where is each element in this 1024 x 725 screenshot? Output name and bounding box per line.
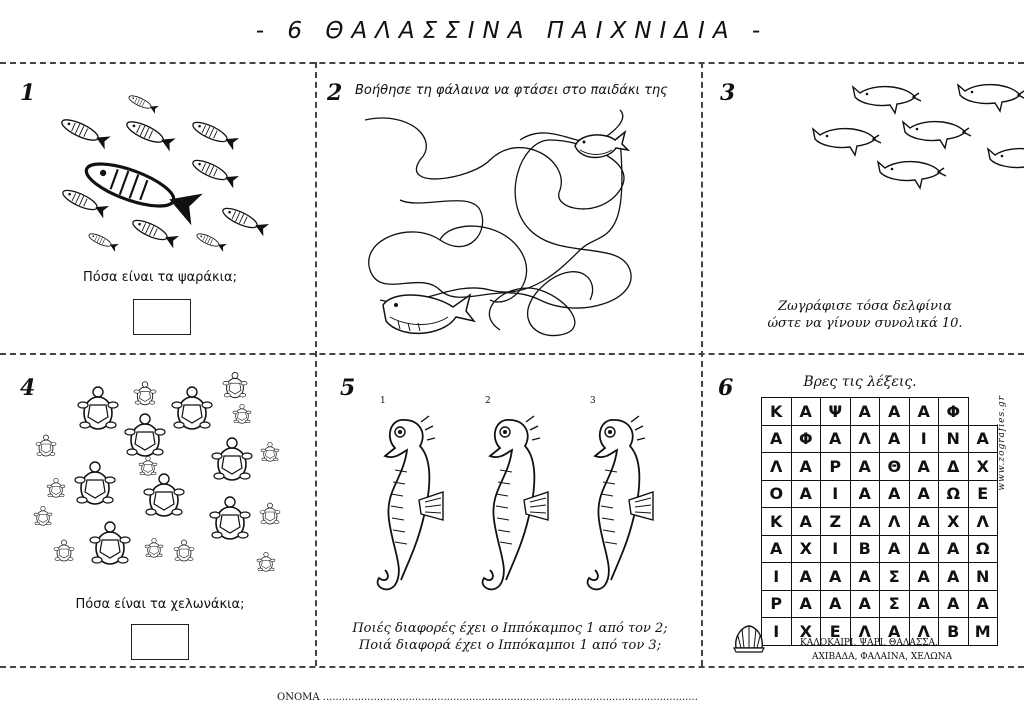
grid-cell[interactable]: Θ xyxy=(880,453,910,481)
wordsearch-heading: Βρες τις λέξεις. xyxy=(803,374,917,390)
grid-cell[interactable]: Ο xyxy=(762,480,792,508)
grid-cell[interactable]: Α xyxy=(791,453,821,481)
grid-cell[interactable]: Α xyxy=(850,453,880,481)
grid-cell[interactable]: Λ xyxy=(850,425,880,453)
seahorse-question-line2: Ποιά διαφορά έχει ο Ιππόκαμποι 1 από τον 3; xyxy=(358,638,662,653)
grid-cell[interactable]: Α xyxy=(791,480,821,508)
fish-answer-box[interactable] xyxy=(133,299,191,335)
turtles-illustration xyxy=(30,368,300,578)
seahorse-question-line1: Ποιές διαφορές έχει ο Ιππόκαμπος 1 από τον 2; xyxy=(352,621,668,636)
maze-instruction: Βοήθησε τη φάλαινα να φτάσει στο παιδάκι της xyxy=(355,83,668,98)
grid-cell[interactable]: Μ xyxy=(968,618,998,646)
grid-cell[interactable]: Ρ xyxy=(821,453,851,481)
grid-cell[interactable]: Ι xyxy=(762,563,792,591)
website-text: www.zografies.gr xyxy=(997,395,1007,491)
grid-cell[interactable]: Α xyxy=(850,563,880,591)
grid-cell[interactable]: Α xyxy=(850,398,880,426)
grid-cell[interactable]: Σ xyxy=(880,563,910,591)
grid-cell[interactable]: Α xyxy=(880,535,910,563)
wordsearch-grid xyxy=(761,397,998,646)
grid-cell[interactable]: Λ xyxy=(880,508,910,536)
grid-cell[interactable]: Α xyxy=(791,590,821,618)
grid-cell[interactable]: Ρ xyxy=(762,590,792,618)
grid-cell[interactable]: Φ xyxy=(939,398,969,426)
whale-mother-icon xyxy=(378,285,478,340)
dolphins-illustration xyxy=(745,75,1015,205)
panel-2-number: 2 xyxy=(327,80,343,106)
grid-cell[interactable]: Β xyxy=(850,535,880,563)
grid-cell[interactable]: Χ xyxy=(791,618,821,646)
grid-row xyxy=(762,453,998,481)
grid-cell[interactable]: Χ xyxy=(791,535,821,563)
turtle-question: Πόσα είναι τα χελωνάκια; xyxy=(75,597,245,612)
grid-cell[interactable]: Φ xyxy=(791,425,821,453)
grid-cell[interactable]: Α xyxy=(850,480,880,508)
page-title: - 6 ΘΑΛΑΣΣΙΝΑ ΠΑΙΧΝΙΔΙΑ - xyxy=(255,18,769,44)
seahorse-label-2: 2 xyxy=(485,396,491,406)
grid-cell[interactable]: Ι xyxy=(821,480,851,508)
grid-cell[interactable]: Α xyxy=(821,563,851,591)
grid-cell[interactable]: Ψ xyxy=(821,398,851,426)
shell-icon xyxy=(732,624,766,654)
divider-left xyxy=(315,62,317,666)
divider-right xyxy=(701,62,703,666)
grid-cell[interactable]: Β xyxy=(939,618,969,646)
grid-cell[interactable]: Δ xyxy=(939,453,969,481)
panel-1-number: 1 xyxy=(20,80,36,106)
grid-cell[interactable]: Α xyxy=(850,590,880,618)
grid-cell[interactable]: Ω xyxy=(968,535,998,563)
name-field[interactable]: ΟΝΟΜΑ ...................................................................................................................... xyxy=(277,692,698,703)
grid-cell[interactable]: Ν xyxy=(939,425,969,453)
grid-cell[interactable]: Α xyxy=(762,425,792,453)
panel-4-number: 4 xyxy=(20,375,36,401)
seahorse-label-3: 3 xyxy=(590,396,596,406)
seahorses-illustration xyxy=(360,405,690,595)
grid-cell[interactable]: Ι xyxy=(762,618,792,646)
seahorse-label-1: 1 xyxy=(380,396,386,406)
grid-cell[interactable]: Α xyxy=(939,590,969,618)
grid-row xyxy=(762,563,998,591)
grid-cell[interactable]: Χ xyxy=(968,453,998,481)
maze-lines xyxy=(320,100,700,340)
grid-cell[interactable]: Α xyxy=(939,563,969,591)
divider-middle xyxy=(0,353,1024,355)
grid-cell[interactable]: Α xyxy=(968,590,998,618)
grid-cell[interactable]: Ν xyxy=(968,563,998,591)
grid-row xyxy=(762,590,998,618)
grid-cell[interactable]: Α xyxy=(880,618,910,646)
fish-illustration xyxy=(50,90,300,260)
divider-bottom xyxy=(0,666,1024,668)
grid-cell[interactable]: Χ xyxy=(939,508,969,536)
panel-5-number: 5 xyxy=(340,375,356,401)
words-list-line1: ΚΑΛΟΚΑΙΡΙ, ΨΑΡΙ, ΘΑΛΑΣΣΑ, xyxy=(800,638,938,648)
grid-cell[interactable]: Α xyxy=(880,398,910,426)
grid-row xyxy=(762,398,998,426)
grid-cell[interactable]: Ε xyxy=(821,618,851,646)
turtle-answer-box[interactable] xyxy=(131,624,189,660)
grid-cell[interactable]: Ω xyxy=(939,480,969,508)
grid-cell[interactable]: Α xyxy=(850,508,880,536)
grid-row xyxy=(762,425,998,453)
grid-cell[interactable]: Α xyxy=(909,480,939,508)
grid-cell[interactable]: Α xyxy=(909,508,939,536)
panel-6-number: 6 xyxy=(718,375,734,401)
grid-cell[interactable]: Λ xyxy=(968,508,998,536)
panel-3-number: 3 xyxy=(720,80,736,106)
grid-cell[interactable]: Α xyxy=(909,453,939,481)
grid-cell[interactable]: Α xyxy=(968,425,998,453)
grid-cell[interactable]: Ι xyxy=(821,535,851,563)
grid-cell[interactable]: Α xyxy=(909,563,939,591)
grid-cell[interactable]: Σ xyxy=(880,590,910,618)
divider-top xyxy=(0,62,1024,64)
grid-cell[interactable]: Λ xyxy=(762,453,792,481)
grid-cell[interactable]: Α xyxy=(880,480,910,508)
grid-cell[interactable]: Α xyxy=(821,590,851,618)
grid-cell[interactable]: Α xyxy=(880,425,910,453)
grid-cell[interactable]: Λ xyxy=(850,618,880,646)
grid-cell[interactable]: Α xyxy=(909,398,939,426)
dolphin-instruction-line1: Ζωγράφισε τόσα δελφίνια xyxy=(778,299,952,314)
grid-cell[interactable]: Ε xyxy=(968,480,998,508)
whale-baby-icon xyxy=(570,128,630,164)
grid-cell[interactable]: Δ xyxy=(909,535,939,563)
grid-cell[interactable]: Κ xyxy=(762,398,792,426)
grid-cell[interactable]: Λ xyxy=(909,618,939,646)
grid-cell[interactable]: Α xyxy=(791,508,821,536)
grid-cell[interactable]: Α xyxy=(909,590,939,618)
words-list-line2: ΑΧΙΒΑΔΑ, ΦΑΛΑΙΝΑ, ΧΕΛΩΝΑ xyxy=(812,652,953,662)
grid-cell[interactable]: Ι xyxy=(909,425,939,453)
grid-cell[interactable]: Α xyxy=(791,398,821,426)
grid-row xyxy=(762,535,998,563)
grid-row xyxy=(762,508,998,536)
grid-cell[interactable]: Α xyxy=(791,563,821,591)
grid-cell[interactable]: Α xyxy=(762,535,792,563)
grid-row xyxy=(762,480,998,508)
grid-cell[interactable]: Ζ xyxy=(821,508,851,536)
fish-question: Πόσα είναι τα ψαράκια; xyxy=(83,270,237,285)
grid-cell[interactable]: Α xyxy=(821,425,851,453)
grid-cell[interactable]: Α xyxy=(939,535,969,563)
grid-cell[interactable]: Κ xyxy=(762,508,792,536)
dolphin-instruction-line2: ώστε να γίνουν συνολικά 10. xyxy=(767,316,963,331)
